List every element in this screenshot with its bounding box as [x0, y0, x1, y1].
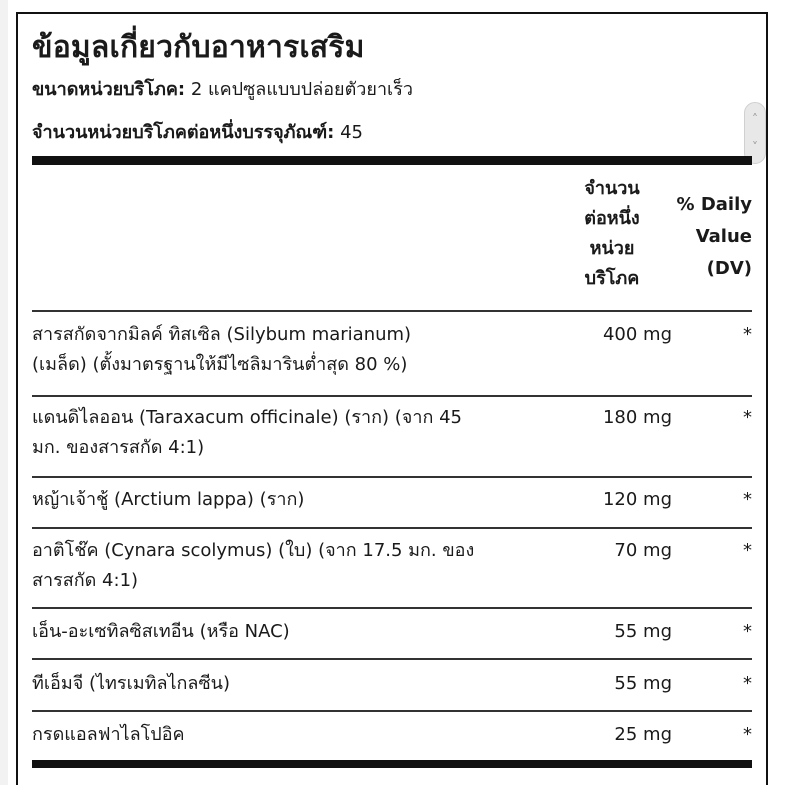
- page-gutter: [0, 0, 8, 785]
- header-bottom-divider: [32, 310, 752, 312]
- row-divider: [32, 476, 752, 478]
- row-divider: [32, 658, 752, 660]
- ingredient-dv: *: [743, 621, 752, 642]
- row-divider: [32, 710, 752, 712]
- servings-per-container-label: จำนวนหน่วยบริโภคต่อหนึ่งบรรจุภัณฑ์:: [32, 122, 335, 143]
- ingredient-amount: 180 mg: [602, 407, 672, 428]
- serving-size-value: 2 แคปซูลแบบปล่อยตัวยาเร็ว: [190, 79, 413, 100]
- ingredient-amount: 55 mg: [614, 621, 672, 642]
- ingredient-name: [32, 720, 552, 750]
- ingredient-name-line: สารสกัดจากมิลค์ ทิสเซิล (Silybum marianum): [32, 324, 412, 345]
- ingredient-name-line: หญ้าเจ้าชู้ (Arctium lappa) (ราก): [32, 489, 305, 510]
- chevron-down-icon[interactable]: ˅: [752, 140, 758, 154]
- ingredient-name-line: อาติโช๊ค (Cynara scolymus) (ใบ) (จาก 17.5 มก. ของ: [32, 540, 475, 561]
- ingredient-name-line: ทีเอ็มจี (ไทรเมทิลไกลซีน): [32, 673, 231, 694]
- row-divider: [32, 607, 752, 609]
- ingredient-amount: 25 mg: [614, 724, 672, 745]
- ingredient-dv: *: [743, 724, 752, 745]
- ingredient-name: [32, 617, 552, 647]
- ingredient-amount: 400 mg: [602, 324, 672, 345]
- ingredient-name: [32, 669, 552, 699]
- supplement-facts-panel: [16, 12, 768, 785]
- ingredient-name-line: แดนดิไลออน (Taraxacum officinale) (ราก) (จาก 45: [32, 407, 462, 428]
- panel-title: ข้อมูลเกี่ยวกับอาหารเสริม: [32, 30, 365, 65]
- header-divider-thick: [32, 156, 752, 165]
- ingredient-name-line: เอ็น-อะเซทิลซิสเทอีน (หรือ NAC): [32, 621, 290, 642]
- ingredient-name-line: สารสกัด 4:1): [32, 570, 139, 591]
- ingredient-name-line: (เมล็ด) (ตั้งมาตรฐานให้มีไซลิมารินต่ำสุด 80 %): [32, 354, 408, 375]
- ingredient-dv: *: [743, 673, 752, 694]
- column-header-dv-line: Value: [695, 226, 752, 247]
- serving-size: [32, 74, 413, 103]
- column-header-daily-value: [672, 189, 752, 285]
- ingredient-name: [32, 536, 552, 596]
- ingredient-dv: *: [743, 324, 752, 345]
- servings-per-container: [32, 117, 363, 146]
- ingredient-name: [32, 485, 552, 515]
- column-header-amount-line: บริโภค: [584, 268, 640, 289]
- column-header-dv-line: % Daily: [676, 194, 752, 215]
- ingredient-name: [32, 403, 552, 463]
- column-header-dv-line: (DV): [706, 258, 752, 279]
- ingredient-dv: *: [743, 407, 752, 428]
- row-divider: [32, 527, 752, 529]
- scrollbar-thumb[interactable]: [744, 102, 766, 164]
- ingredient-amount: 120 mg: [602, 489, 672, 510]
- serving-size-label: ขนาดหน่วยบริโภค:: [32, 79, 186, 100]
- column-header-amount: [572, 174, 652, 294]
- chevron-up-icon[interactable]: ˄: [752, 112, 758, 126]
- ingredient-amount: 70 mg: [614, 540, 672, 561]
- column-header-amount-line: หน่วย: [589, 238, 635, 259]
- footer-divider-thick: [32, 760, 752, 768]
- ingredient-name-line: มก. ของสารสกัด 4:1): [32, 437, 205, 458]
- ingredient-dv: *: [743, 540, 752, 561]
- ingredient-dv: *: [743, 489, 752, 510]
- servings-per-container-value: 45: [340, 122, 363, 143]
- row-divider: [32, 395, 752, 397]
- ingredient-name-line: กรดแอลฟาไลโปอิค: [32, 724, 185, 745]
- ingredient-amount: 55 mg: [614, 673, 672, 694]
- column-header-amount-line: จำนวน: [584, 178, 640, 199]
- column-header-amount-line: ต่อหนึ่ง: [584, 208, 640, 229]
- ingredient-name: [32, 320, 552, 380]
